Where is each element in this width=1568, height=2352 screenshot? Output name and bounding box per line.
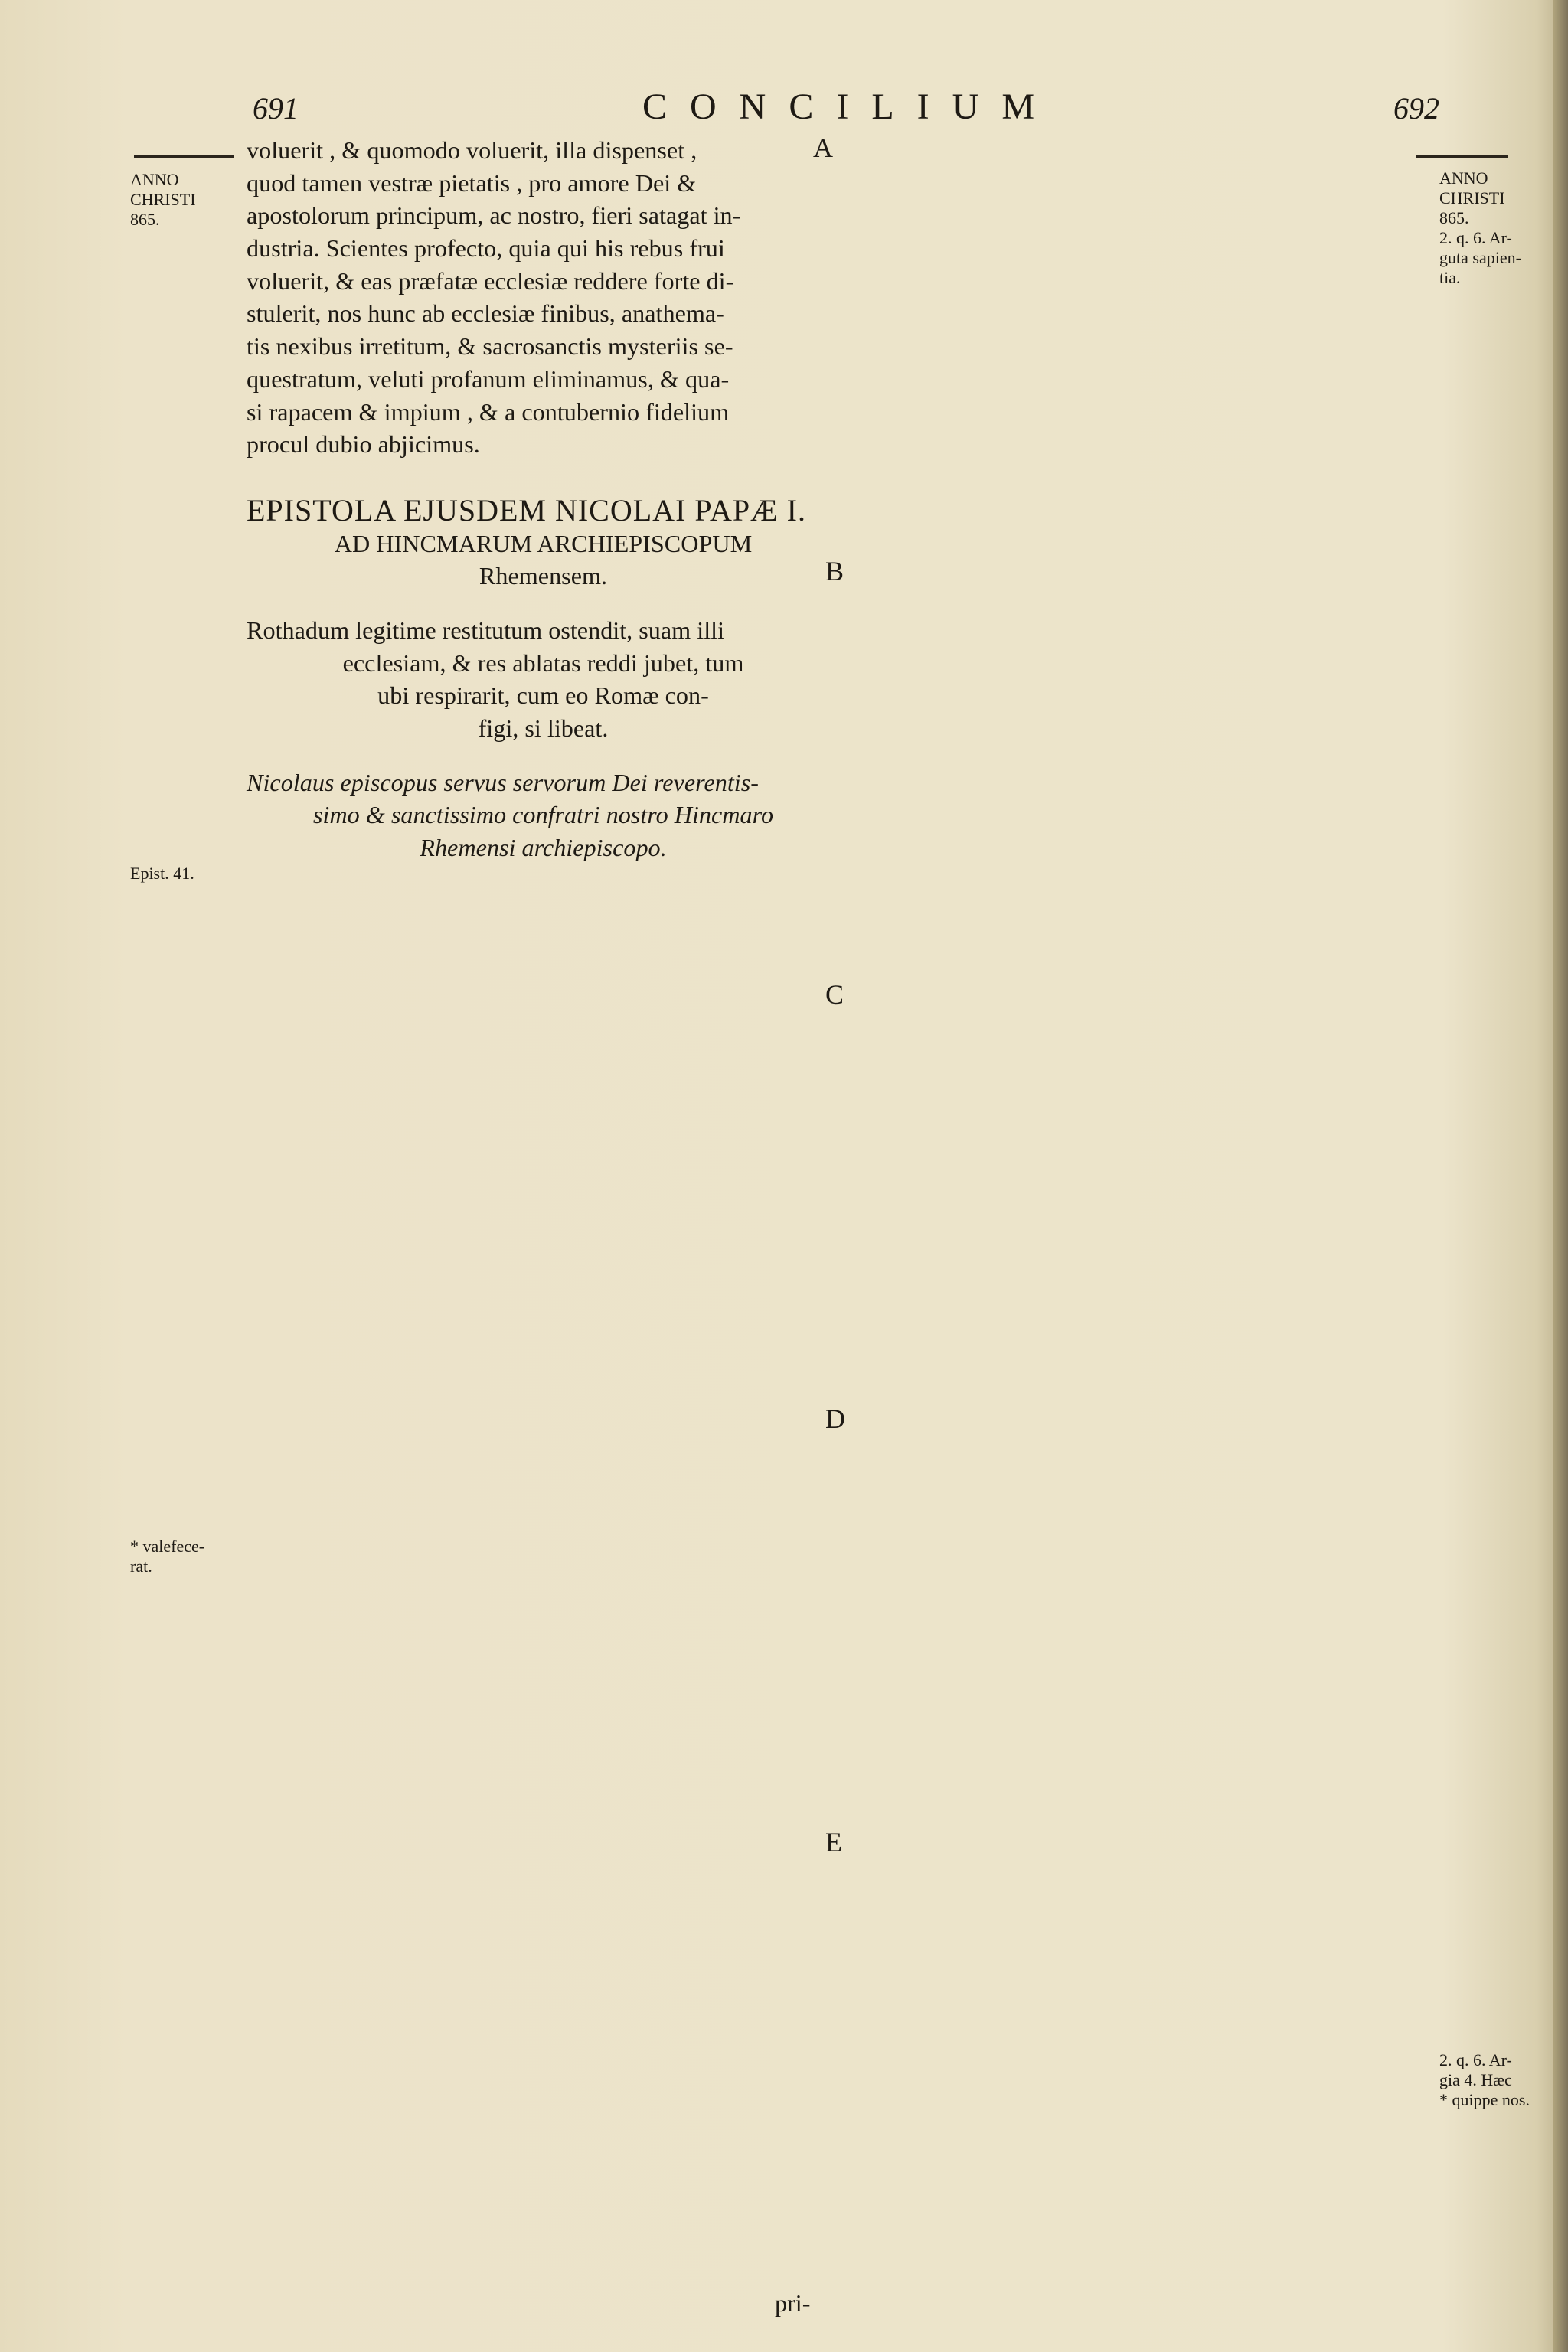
q6-bottom-line-3: * quippe nos. [1439, 2090, 1530, 2109]
valefecerat-line-1: * valefece- [130, 1537, 205, 1556]
text-line: voluerit, & eas præfatæ ecclesiæ reddere forte di- [247, 266, 734, 295]
text-line: quod tamen vestræ pietatis , pro amore Dei & [247, 168, 697, 197]
salutation-line: Rhemensi archiepiscopo. [420, 834, 667, 862]
text-line: tis nexibus irretitum, & sacrosanctis mysteriis se- [247, 332, 733, 361]
marginal-rule-left [134, 155, 234, 158]
anchor-c: C [825, 979, 844, 1010]
anno-christi-right [1439, 168, 1562, 288]
addressee-line: AD HINCMARUM ARCHIEPISCOPUM [334, 529, 753, 557]
summary-line: Rothadum legitime restitutum ostendit, suam illi [247, 616, 725, 644]
q6-line-3: tia. [1439, 268, 1461, 287]
anno-label-right: ANNO [1439, 168, 1488, 188]
q6-line-2: guta sapien- [1439, 248, 1521, 267]
anchor-b: B [825, 556, 844, 586]
text-line: dustria. Scientes profecto, quia qui his rebus frui [247, 234, 725, 263]
running-header [230, 87, 1470, 136]
year-label-right: 865. [1439, 208, 1469, 227]
anchor-d: D [825, 1403, 845, 1434]
text-line: procul dubio abjicimus. [247, 430, 480, 459]
q6-bottom-line-2: gia 4. Hæc [1439, 2070, 1512, 2089]
q6-line-1: 2. q. 6. Ar- [1439, 228, 1512, 247]
left-column [247, 134, 840, 2319]
christi-label-right: CHRISTI [1439, 188, 1505, 207]
q6-bottom-note [1439, 2050, 1562, 2110]
text-line: apostolorum principum, ac nostro, fieri satagat in- [247, 201, 741, 230]
epistola-title: EPISTOLA EJUSDEM NICOLAI PAPÆ I. [247, 492, 806, 528]
christi-label: CHRISTI [130, 190, 196, 209]
marginal-rule-right [1416, 155, 1508, 158]
q6-bottom-line-1: 2. q. 6. Ar- [1439, 2050, 1512, 2069]
text-line: questratum, veluti profanum eliminamus, & qua- [247, 364, 730, 393]
book-edge [1553, 0, 1568, 2352]
salutation-line: simo & sanctissimo confratri nostro Hincmaro [312, 801, 774, 829]
anno-christi-left [130, 170, 237, 230]
text-line: pri- [775, 2288, 811, 2317]
valefecerat-note [130, 1537, 237, 1576]
anchor-a: A [813, 132, 833, 163]
summary-line: ecclesiam, & res ablatas reddi jubet, tum [342, 648, 744, 677]
salutation-line: Nicolaus episcopus servus servorum Dei reverentis- [247, 768, 759, 796]
valefecerat-line-2: rat. [130, 1557, 152, 1576]
summary-line: ubi respirarit, cum eo Romæ con- [377, 681, 709, 710]
text-line: voluerit , & quomodo voluerit, illa dispenset , [247, 136, 697, 164]
rhemensem-line: Rhemensem. [479, 562, 608, 590]
page-number-right: 692 [1393, 91, 1439, 126]
text-line: stulerit, nos hunc ab ecclesiæ finibus, anathema- [247, 299, 724, 328]
anchor-e: E [825, 1827, 842, 1857]
running-title: CONCILIUM [642, 87, 1057, 127]
summary-line: figi, si libeat. [478, 714, 609, 742]
page-number-left: 691 [253, 91, 299, 126]
epist-note: Epist. 41. [130, 864, 194, 883]
text-line: si rapacem & impium , & a contubernio fidelium [247, 397, 730, 426]
year-label: 865. [130, 210, 160, 229]
anno-label: ANNO [130, 170, 179, 189]
